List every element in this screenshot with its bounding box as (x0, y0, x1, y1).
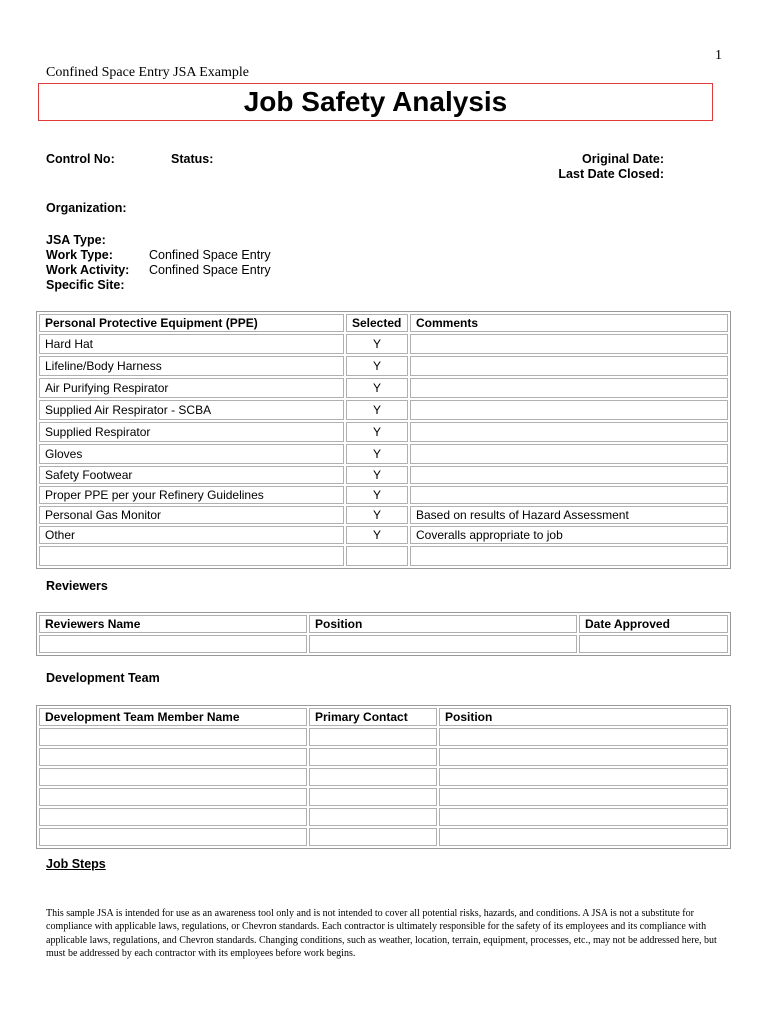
ppe-item: Supplied Air Respirator - SCBA (39, 400, 344, 420)
reviewers-header-position: Position (309, 615, 577, 633)
ppe-comment (410, 486, 728, 504)
dev-team-heading: Development Team (46, 671, 160, 685)
member-contact-cell (309, 728, 437, 746)
member-name-cell (39, 768, 307, 786)
ppe-comment: Coveralls appropriate to job (410, 526, 728, 544)
work-type-label: Work Type: (46, 248, 113, 262)
table-row (39, 506, 728, 524)
ppe-item: Hard Hat (39, 334, 344, 354)
table-row (39, 400, 728, 420)
ppe-comment: Based on results of Hazard Assessment (410, 506, 728, 524)
ppe-item: Other (39, 526, 344, 544)
ppe-header-selected: Selected (346, 314, 408, 332)
member-name-cell (39, 788, 307, 806)
member-name-cell (39, 728, 307, 746)
status-label: Status: (171, 152, 214, 166)
dev-team-header-position: Position (439, 708, 728, 726)
ppe-comment (410, 400, 728, 420)
reviewers-table (36, 612, 731, 656)
member-position-cell (439, 808, 728, 826)
member-contact-cell (309, 828, 437, 846)
work-activity-label: Work Activity: (46, 263, 130, 277)
member-contact-cell (309, 808, 437, 826)
dev-team-header-name: Development Team Member Name (39, 708, 307, 726)
ppe-comment (410, 444, 728, 464)
ppe-item: Safety Footwear (39, 466, 344, 484)
reviewers-header-name: Reviewers Name (39, 615, 307, 633)
work-type-value: Confined Space Entry (149, 248, 271, 262)
ppe-selected: Y (346, 486, 408, 504)
ppe-item: Air Purifying Respirator (39, 378, 344, 398)
member-position-cell (439, 728, 728, 746)
member-position-cell (439, 748, 728, 766)
ppe-selected: Y (346, 378, 408, 398)
dev-team-table (36, 705, 731, 849)
reviewer-date-cell (579, 635, 728, 653)
work-activity-value: Confined Space Entry (149, 263, 271, 277)
job-steps-heading: Job Steps (46, 857, 106, 871)
document-label: Confined Space Entry JSA Example (46, 65, 249, 80)
ppe-header-row (39, 314, 728, 332)
member-name-cell (39, 808, 307, 826)
ppe-header-equipment: Personal Protective Equipment (PPE) (39, 314, 344, 332)
member-position-cell (439, 788, 728, 806)
organization-label: Organization: (46, 201, 127, 215)
table-row (39, 356, 728, 376)
ppe-header-comments: Comments (410, 314, 728, 332)
ppe-selected: Y (346, 334, 408, 354)
last-date-closed-label: Last Date Closed: (558, 167, 664, 181)
table-row (39, 768, 728, 786)
disclaimer-text: This sample JSA is intended for use as an awareness tool only and is not intended to cover all potential risks, hazards, and conditions. A JSA is not a substitute for compliance with applicable laws, regulations, or Chevron standards. Each contractor is ultimately responsible for the safety of its employees and its compliance with applicable laws, regulations, and Chevron standards. Changing conditions, such as weather, location, terrain, equipment, processes, etc., may not be addressed here, but must be addressed by each contractor with its employees before work begins. (46, 908, 717, 959)
title-box (38, 83, 713, 121)
ppe-item: Lifeline/Body Harness (39, 356, 344, 376)
table-row (39, 788, 728, 806)
dev-team-header-contact: Primary Contact (309, 708, 437, 726)
ppe-table (36, 311, 731, 569)
page-title: Job Safety Analysis (243, 86, 508, 117)
ppe-selected: Y (346, 506, 408, 524)
dev-team-header-row (39, 708, 728, 726)
table-row (39, 486, 728, 504)
member-contact-cell (309, 788, 437, 806)
member-position-cell (439, 768, 728, 786)
table-row (39, 748, 728, 766)
table-row (39, 378, 728, 398)
jsa-type-label: JSA Type: (46, 233, 106, 247)
ppe-comment (410, 466, 728, 484)
ppe-item: Supplied Respirator (39, 422, 344, 442)
table-row (39, 526, 728, 544)
reviewer-name-cell (39, 635, 307, 653)
member-name-cell (39, 748, 307, 766)
table-row (39, 444, 728, 464)
reviewers-header-row (39, 615, 728, 633)
ppe-comment (410, 334, 728, 354)
ppe-comment (410, 422, 728, 442)
ppe-comment (410, 546, 728, 566)
table-row (39, 334, 728, 354)
ppe-selected: Y (346, 444, 408, 464)
original-date-label: Original Date: (582, 152, 664, 166)
specific-site-label: Specific Site: (46, 278, 125, 292)
table-row (39, 466, 728, 484)
table-row (39, 635, 728, 653)
ppe-selected: Y (346, 356, 408, 376)
reviewer-position-cell (309, 635, 577, 653)
ppe-comment (410, 378, 728, 398)
ppe-item: Personal Gas Monitor (39, 506, 344, 524)
ppe-selected: Y (346, 466, 408, 484)
ppe-item (39, 546, 344, 566)
ppe-comment (410, 356, 728, 376)
table-row (39, 828, 728, 846)
member-name-cell (39, 828, 307, 846)
ppe-selected (346, 546, 408, 566)
ppe-item: Proper PPE per your Refinery Guidelines (39, 486, 344, 504)
reviewers-heading: Reviewers (46, 579, 108, 593)
member-contact-cell (309, 768, 437, 786)
ppe-item: Gloves (39, 444, 344, 464)
ppe-selected: Y (346, 422, 408, 442)
reviewers-header-date: Date Approved (579, 615, 728, 633)
member-contact-cell (309, 748, 437, 766)
member-position-cell (439, 828, 728, 846)
table-row (39, 546, 728, 566)
ppe-selected: Y (346, 400, 408, 420)
table-row (39, 422, 728, 442)
table-row (39, 728, 728, 746)
ppe-selected: Y (346, 526, 408, 544)
table-row (39, 808, 728, 826)
control-no-label: Control No: (46, 152, 115, 166)
page-number: 1 (715, 48, 722, 63)
